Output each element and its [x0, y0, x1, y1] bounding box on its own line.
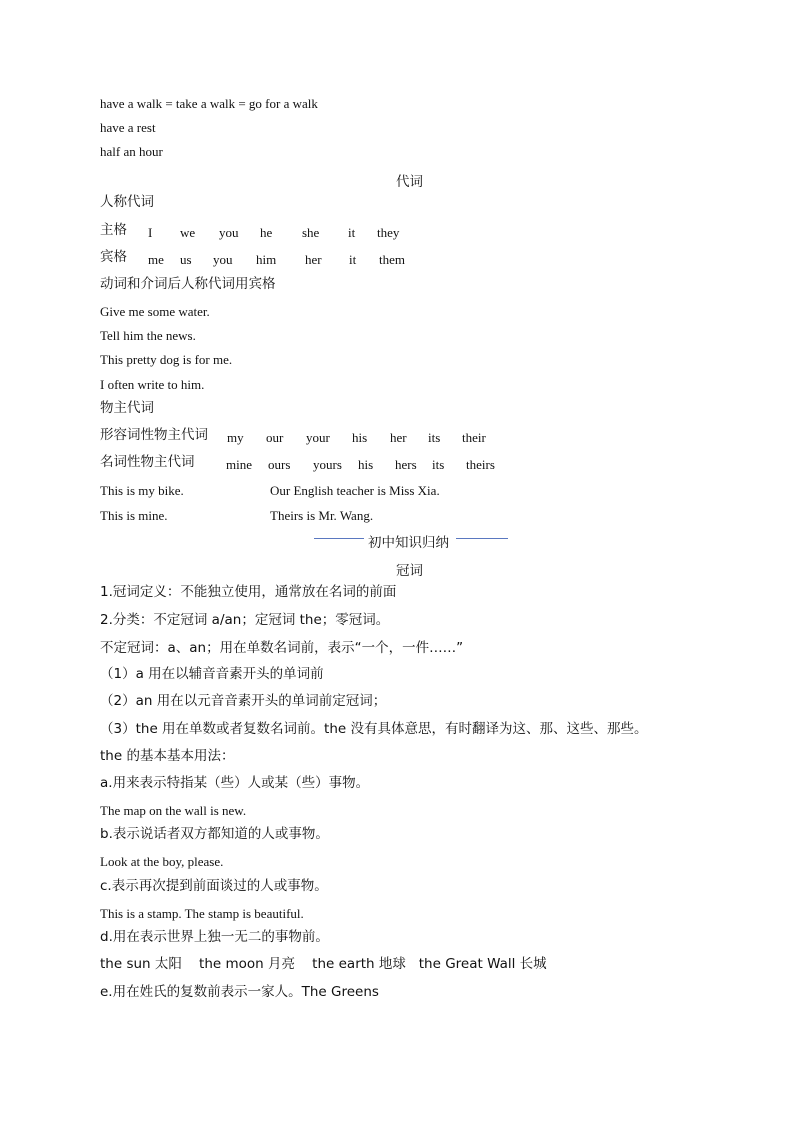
article-line: the 的基本基本用法： [100, 748, 235, 764]
example-sentence: Our English teacher is Miss Xia. [270, 483, 440, 498]
article-line: 不定冠词：a、an；用在单数名词前，表示“一个，一件……” [100, 640, 464, 656]
pronoun-cell: him [256, 252, 277, 267]
pronoun-cell: their [462, 430, 486, 445]
pronoun-cell: you [213, 252, 233, 267]
pronoun-cell: they [377, 225, 400, 240]
example-sentence: Tell him the news. [100, 328, 196, 343]
possessive-pronoun-heading: 物主代词 [100, 400, 154, 416]
pronoun-cell: it [349, 252, 357, 267]
pronoun-cell: his [358, 457, 374, 472]
article-line: （2）an 用在以元音音素开头的单词前定冠词； [100, 693, 387, 709]
pronoun-cell: me [148, 252, 164, 267]
article-line: 1.冠词定义：不能独立使用，通常放在名词的前面 [100, 584, 397, 600]
pronoun-cell: our [266, 430, 284, 445]
article-line: c.表示再次提到前面谈过的人或事物。 [100, 878, 328, 894]
pronoun-cell: its [428, 430, 441, 445]
divider-rule-left [314, 538, 364, 539]
divider-label: 初中知识归纳 [368, 535, 449, 551]
pronoun-cell: you [219, 225, 239, 240]
article-line: a.用来表示特指某（些）人或某（些）事物。 [100, 775, 370, 791]
example-sentence: Look at the boy, please. [100, 854, 224, 869]
pronoun-cell: hers [395, 457, 417, 472]
example-sentence: This is mine. [100, 508, 168, 523]
pronoun-cell: theirs [466, 457, 495, 472]
article-line: （1）a 用在以辅音音素开头的单词前 [100, 666, 324, 682]
section-title-articles: 冠词 [396, 563, 423, 579]
example-sentence: the sun 太阳 the moon 月亮 the earth 地球 the Great Wall 长城 [100, 956, 547, 972]
pronoun-cell: his [352, 430, 368, 445]
row-label: 形容词性物主代词 [100, 427, 208, 443]
pronoun-cell: he [260, 225, 273, 240]
example-sentence: This pretty dog is for me. [100, 352, 233, 367]
article-line: b.表示说话者双方都知道的人或事物。 [100, 826, 329, 842]
article-line: 2.分类：不定冠词 a/an；定冠词 the；零冠词。 [100, 612, 390, 628]
example-sentence: This is my bike. [100, 483, 184, 498]
pronoun-cell: your [306, 430, 330, 445]
phrase-line: have a rest [100, 120, 156, 135]
example-sentence: Theirs is Mr. Wang. [270, 508, 374, 523]
example-sentence: This is a stamp. The stamp is beautiful. [100, 906, 304, 921]
article-line: （3）the 用在单数或者复数名词前。the 没有具体意思，有时翻译为这、那、这些、那些。 [100, 721, 648, 737]
row-label: 宾格 [100, 249, 127, 265]
personal-pronoun-heading: 人称代词 [100, 194, 154, 210]
pronoun-cell: her [390, 430, 407, 445]
row-label: 名词性物主代词 [100, 454, 195, 470]
article-line: d.用在表示世界上独一无二的事物前。 [100, 929, 329, 945]
pronoun-cell: my [227, 430, 244, 445]
example-sentence: The map on the wall is new. [100, 803, 247, 818]
pronoun-cell: us [180, 252, 192, 267]
pronoun-cell: yours [313, 457, 342, 472]
section-title-pronouns: 代词 [396, 174, 423, 190]
pronoun-cell: them [379, 252, 405, 267]
phrase-line: half an hour [100, 144, 163, 159]
pronoun-cell: her [305, 252, 322, 267]
object-case-rule: 动词和介词后人称代词用宾格 [100, 276, 276, 292]
example-sentence: I often write to him. [100, 377, 205, 392]
article-line: e.用在姓氏的复数前表示一家人。The Greens [100, 984, 379, 1000]
pronoun-cell: she [302, 225, 320, 240]
phrase-line: have a walk = take a walk = go for a walk [100, 96, 318, 111]
row-label: 主格 [100, 222, 127, 238]
pronoun-cell: mine [226, 457, 252, 472]
pronoun-cell: its [432, 457, 445, 472]
pronoun-cell: ours [268, 457, 291, 472]
pronoun-cell: it [348, 225, 356, 240]
pronoun-cell: I [148, 225, 153, 240]
example-sentence: Give me some water. [100, 304, 210, 319]
divider-rule-right [456, 538, 508, 539]
pronoun-cell: we [180, 225, 196, 240]
